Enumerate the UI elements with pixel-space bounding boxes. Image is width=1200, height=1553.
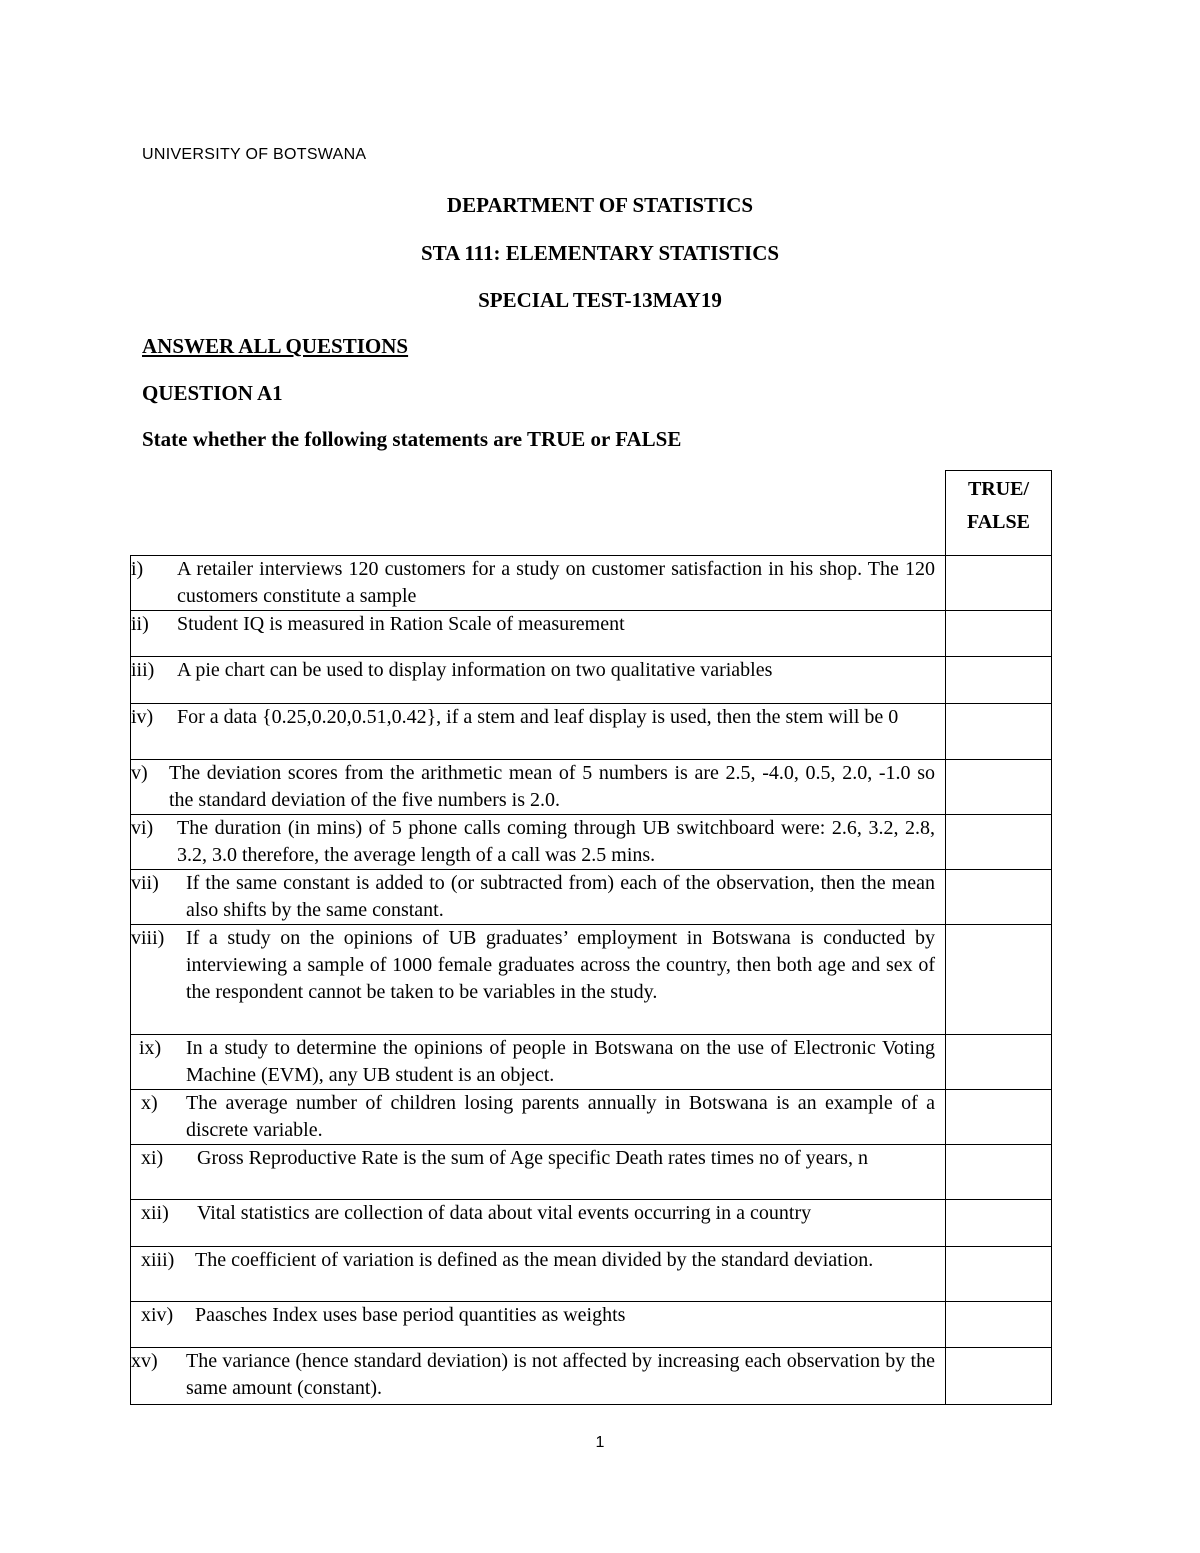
statement-cell xyxy=(131,703,946,759)
answer-cell[interactable] xyxy=(946,1144,1052,1199)
table-row xyxy=(131,1089,1052,1144)
item-number: vi) xyxy=(131,816,154,839)
table-row xyxy=(131,703,1052,759)
answer-cell[interactable] xyxy=(946,1246,1052,1301)
statement-text: Gross Reproductive Rate is the sum of Age specific Death rates times no of years, n xyxy=(197,1146,868,1169)
item-number: xi) xyxy=(141,1146,164,1169)
table-row xyxy=(131,869,1052,924)
university-name: UNIVERSITY OF BOTSWANA xyxy=(142,146,367,163)
statement-text: Paasches Index uses base period quantities as weights xyxy=(195,1303,626,1326)
department-title: DEPARTMENT OF STATISTICS xyxy=(446,193,754,217)
statement-text: The duration (in mins) of 5 phone calls coming through UB switchboard were: 2.6, 3.2, 2.8, 3.2, 3.0 therefore, the average length of a call was 2.5 mins. xyxy=(177,816,935,866)
statement-text: The coefficient of variation is defined as the mean divided by the standard deviation. xyxy=(195,1248,874,1271)
table-row xyxy=(131,1347,1052,1404)
table-row xyxy=(131,1199,1052,1246)
table-header-row xyxy=(131,471,1052,556)
table-row xyxy=(131,555,1052,610)
item-number: vii) xyxy=(131,871,159,894)
statement-text: In a study to determine the opinions of people in Botswana on the use of Electronic Voting Machine (EVM), any UB student is an object. xyxy=(186,1036,935,1086)
answer-cell[interactable] xyxy=(946,1199,1052,1246)
table-row xyxy=(131,1301,1052,1347)
statement-text: Vital statistics are collection of data about vital events occurring in a country xyxy=(197,1201,812,1224)
item-number: ii) xyxy=(131,612,149,635)
answer-cell[interactable] xyxy=(946,814,1052,869)
true-false-table xyxy=(130,470,1052,1405)
statement-cell xyxy=(131,1089,946,1144)
item-number: i) xyxy=(131,557,144,580)
course-title: STA 111: ELEMENTARY STATISTICS xyxy=(420,241,780,265)
table-row xyxy=(131,1246,1052,1301)
instruction-text: State whether the following statements are TRUE or FALSE xyxy=(142,427,682,451)
table-row xyxy=(131,1034,1052,1089)
table-row xyxy=(131,759,1052,814)
table-row xyxy=(131,610,1052,656)
item-number: viii) xyxy=(131,926,165,949)
statement-cell xyxy=(131,924,946,1034)
statement-text: The average number of children losing parents annually in Botswana is an example of a discrete variable. xyxy=(186,1091,935,1141)
statement-text: The deviation scores from the arithmetic mean of 5 numbers is are 2.5, -4.0, 0.5, 2.0, -1.0 so the standard deviation of the five numbers is 2.0. xyxy=(169,761,935,811)
blank-header-cell xyxy=(131,471,946,556)
answer-cell[interactable] xyxy=(946,703,1052,759)
table-row xyxy=(131,656,1052,703)
statement-cell xyxy=(131,759,946,814)
statement-text: The variance (hence standard deviation) is not affected by increasing each observation by the same amount (constant). xyxy=(186,1349,935,1399)
true-header-label: TRUE/ xyxy=(967,478,1030,500)
answer-cell[interactable] xyxy=(946,1347,1052,1404)
answer-cell[interactable] xyxy=(946,869,1052,924)
question-heading: QUESTION A1 xyxy=(142,381,283,405)
statement-cell xyxy=(131,555,946,610)
statement-cell xyxy=(131,610,946,656)
table-row xyxy=(131,814,1052,869)
statement-cell xyxy=(131,1246,946,1301)
answer-cell[interactable] xyxy=(946,555,1052,610)
answer-cell[interactable] xyxy=(946,924,1052,1034)
statement-cell xyxy=(131,869,946,924)
true-false-header xyxy=(946,471,1052,556)
item-number: ix) xyxy=(139,1036,162,1059)
table-row xyxy=(131,1144,1052,1199)
answer-cell[interactable] xyxy=(946,656,1052,703)
statement-text: A retailer interviews 120 customers for a study on customer satisfaction in his shop. The 120 customers constitute a sample xyxy=(177,557,935,607)
statement-text: If a study on the opinions of UB graduates’ employment in Botswana is conducted by interviewing a sample of 1000 female graduates across the country, then both age and sex of the respondent cannot be taken to be variables in the study. xyxy=(186,926,935,1003)
statement-cell xyxy=(131,1034,946,1089)
statement-text: For a data {0.25,0.20,0.51,0.42}, if a stem and leaf display is used, then the stem will be 0 xyxy=(177,705,899,728)
false-header-label: FALSE xyxy=(967,511,1030,533)
item-number: v) xyxy=(131,761,148,784)
table-row xyxy=(131,924,1052,1034)
statement-cell xyxy=(131,1301,946,1347)
item-number: iii) xyxy=(131,658,155,681)
statement-cell xyxy=(131,1144,946,1199)
item-number: iv) xyxy=(131,705,154,728)
item-number: xiv) xyxy=(141,1303,174,1326)
statement-cell xyxy=(131,656,946,703)
item-number: xv) xyxy=(131,1349,158,1372)
page-number: 1 xyxy=(595,1434,605,1451)
answer-cell[interactable] xyxy=(946,1034,1052,1089)
statement-text: Student IQ is measured in Ration Scale of measurement xyxy=(177,612,625,635)
answer-cell[interactable] xyxy=(946,759,1052,814)
item-number: x) xyxy=(141,1091,158,1114)
answer-cell[interactable] xyxy=(946,1301,1052,1347)
answer-cell[interactable] xyxy=(946,610,1052,656)
test-title: SPECIAL TEST-13MAY19 xyxy=(478,288,722,312)
statement-text: If the same constant is added to (or subtracted from) each of the observation, then the mean also shifts by the same constant. xyxy=(186,871,935,921)
answer-cell[interactable] xyxy=(946,1089,1052,1144)
answer-all-heading: ANSWER ALL QUESTIONS xyxy=(142,334,409,358)
statement-text: A pie chart can be used to display information on two qualitative variables xyxy=(177,658,773,681)
statement-cell xyxy=(131,1199,946,1246)
statement-cell xyxy=(131,1347,946,1404)
item-number: xii) xyxy=(141,1201,169,1224)
statement-cell xyxy=(131,814,946,869)
item-number: xiii) xyxy=(141,1248,175,1271)
